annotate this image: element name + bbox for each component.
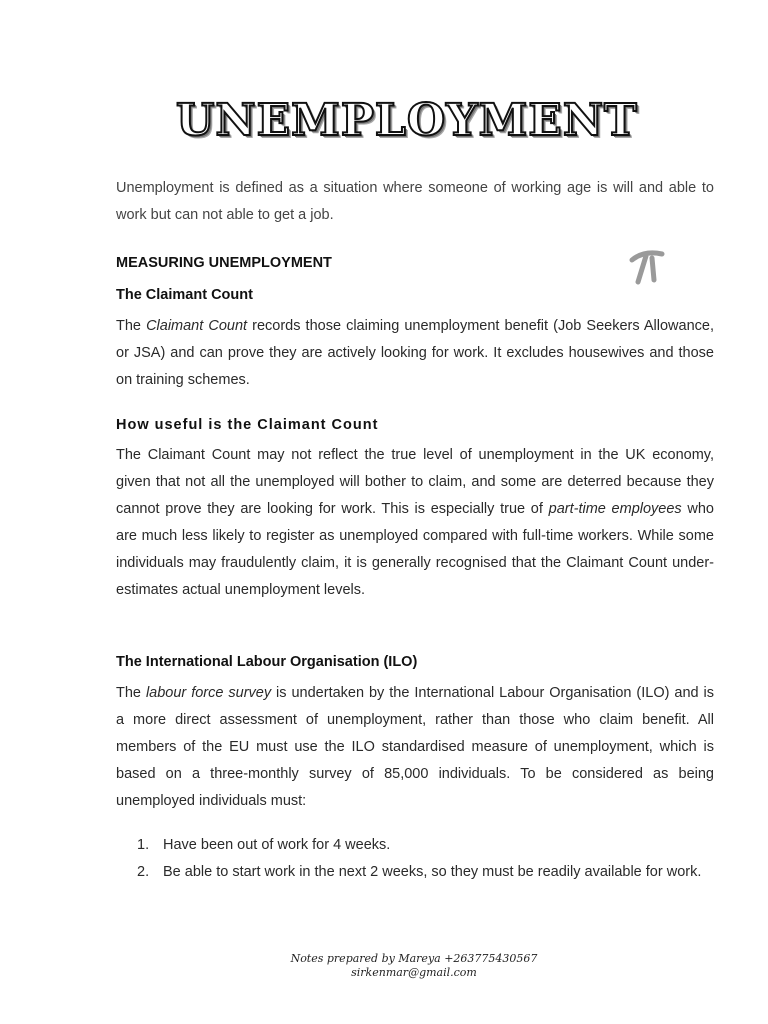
unemployment-criteria-list xyxy=(116,832,714,886)
page-title: UNEMPLOYMENT xyxy=(176,95,638,146)
list-item xyxy=(116,859,714,886)
useful-paragraph xyxy=(116,442,714,604)
footer-author: Notes prepared by Mareya +263775430567 xyxy=(290,952,538,965)
list-item-number: 1. xyxy=(137,837,150,853)
subheading-how-useful: How useful is the Claimant Count xyxy=(116,417,379,433)
ilo-term: labour force survey xyxy=(145,685,272,701)
intro-paragraph: Unemployment is defined as a situation where someone of working age is will and able to work but can not able to get a job. xyxy=(116,180,714,223)
ilo-paragraph xyxy=(116,680,714,815)
list-item xyxy=(116,832,714,859)
ilo-text-post: is undertaken by the International Labour Organisation (ILO) and is a more direct assessment of unemployment, rather than those who claim benefit. All members of the EU must use the ILO standardised measure of unemployment, which is based on a three-monthly survey of 85,000 individuals. To be considered as being unemployed individuals must: xyxy=(116,685,714,809)
subheading-ilo: The International Labour Organisation (ILO) xyxy=(116,654,418,670)
decorative-mark-icon xyxy=(628,246,668,286)
page-footer xyxy=(0,952,768,980)
section-heading-measuring: MEASURING UNEMPLOYMENT xyxy=(116,255,332,271)
list-item-text: Be able to start work in the next 2 weeks, so they must be readily available for work. xyxy=(163,864,702,880)
list-item-text: Have been out of work for 4 weeks. xyxy=(163,837,391,853)
ilo-text-pre: The xyxy=(116,685,146,701)
useful-text-post: who are much less likely to register as unemployed compared with full-time workers. While some individuals may fraudulently claim, it is generally recognised that the Claimant Count under-estimates actual unemployment levels. xyxy=(116,501,714,598)
claimant-text-pre: The xyxy=(116,318,147,334)
footer-email: sirkenmar@gmail.com xyxy=(351,966,477,979)
useful-text-pre: The Claimant Count may not reflect the true level of unemployment in the UK economy, given that not all the unemployed will bother to claim, and some are deterred because they cannot prove they are looking for work. This is especially true of xyxy=(116,447,714,517)
claimant-term: Claimant Count xyxy=(146,318,248,334)
list-item-number: 2. xyxy=(137,864,150,880)
claimant-paragraph xyxy=(116,313,714,394)
useful-term: part-time employees xyxy=(548,501,682,517)
subheading-claimant-count: The Claimant Count xyxy=(116,287,253,303)
claimant-text-post: records those claiming unemployment benefit (Job Seekers Allowance, or JSA) and can prove they are actively looking for work. It excludes housewives and those on training schemes. xyxy=(116,318,714,388)
